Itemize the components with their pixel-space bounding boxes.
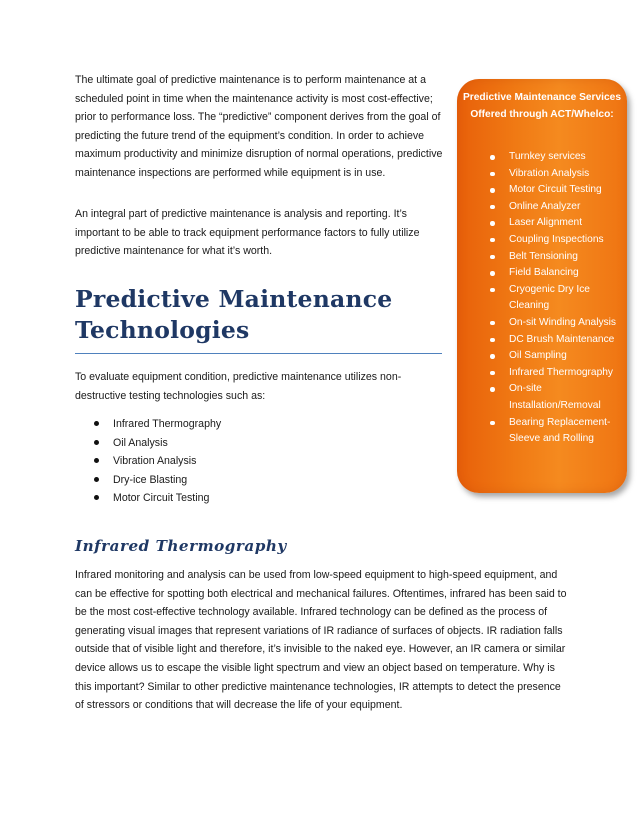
list-item: On-sit Winding Analysis [457,315,627,332]
bullet-icon [94,495,99,500]
heading-underline [75,353,442,354]
list-item: Belt Tensioning [457,249,627,266]
bullet-icon [490,172,495,177]
bullet-icon [490,371,495,376]
infrared-heading: Infrared Thermography [75,537,287,555]
intro-paragraph-2: An integral part of predictive maintenance is analysis and reporting. It’s important to be able to track equipment performance factors to fully utilize predictive maintenance for what it’s worth. [75,208,420,258]
list-item: Infrared Thermography [75,415,221,434]
list-item: DC Brush Maintenance [457,332,627,349]
technologies-heading: Predictive Maintenance Technologies [75,285,393,344]
list-item: Dry-ice Blasting [75,471,221,490]
services-sidebar [457,79,627,493]
intro-paragraph-1: The ultimate goal of predictive maintenance is to perform maintenance at a scheduled point in time when the maintenance activity is most cost-effective; prior to performance loss. The “predictive” component derives from the goal of predicting the future trend of the equipment’s condition. In order to achieve maximum productivity and minimize disruption of normal operations, predictive maintenance inspections are performed while equipment is in use. [75,74,443,179]
bullet-icon [490,188,495,193]
bullet-icon [94,421,99,426]
list-item: Vibration Analysis [75,452,221,471]
list-item: Coupling Inspections [457,232,627,249]
list-item: Infrared Thermography [457,365,627,382]
bullet-icon [490,155,495,160]
list-item: Motor Circuit Testing [75,489,221,508]
technologies-intro: To evaluate equipment condition, predictive maintenance utilizes non-destructive testing technologies such as: [75,371,402,402]
list-item: Cryogenic Dry Ice Cleaning [457,282,627,315]
services-list [457,149,627,448]
sidebar-title: Predictive Maintenance Services Offered through ACT/Whelco: [463,92,621,120]
infrared-paragraph: Infrared monitoring and analysis can be used from low-speed equipment to high-speed equipment, and can be effective for spotting both electrical and mechanical failures. Oftentimes, infrared has been said to be the most cost-effective technology available. Infrared technology can be defined as the process of generating visual images that represent variations of IR radiance of surfaces of objects. IR radiation falls outside that of visible light and therefore, it’s invisible to the naked eye. However, an IR camera or similar device allows us to escape the visible light spectrum and view an object based on temperature. Why is this important? Similar to other predictive maintenance technologies, IR attempts to detect the presence of stressors or conditions that will decrease the life of your equipment. [75,569,567,712]
bullet-icon [490,421,495,426]
bullet-icon [490,205,495,210]
bullet-icon [490,271,495,276]
bullet-icon [490,338,495,343]
list-item: Vibration Analysis [457,166,627,183]
bullet-icon [490,387,495,392]
bullet-icon [490,255,495,260]
bullet-icon [94,440,99,445]
bullet-icon [490,238,495,243]
bullet-icon [94,458,99,463]
list-item: Online Analyzer [457,199,627,216]
bullet-icon [490,354,495,359]
list-item: On-site Installation/Removal [457,381,627,414]
bullet-icon [490,221,495,226]
list-item: Turnkey services [457,149,627,166]
list-item: Laser Alignment [457,215,627,232]
list-item: Motor Circuit Testing [457,182,627,199]
list-item: Bearing Replacement-Sleeve and Rolling [457,415,627,448]
bullet-icon [94,477,99,482]
technologies-list [75,415,221,508]
list-item: Field Balancing [457,265,627,282]
bullet-icon [490,321,495,326]
list-item: Oil Sampling [457,348,627,365]
bullet-icon [490,288,495,293]
list-item: Oil Analysis [75,434,221,453]
